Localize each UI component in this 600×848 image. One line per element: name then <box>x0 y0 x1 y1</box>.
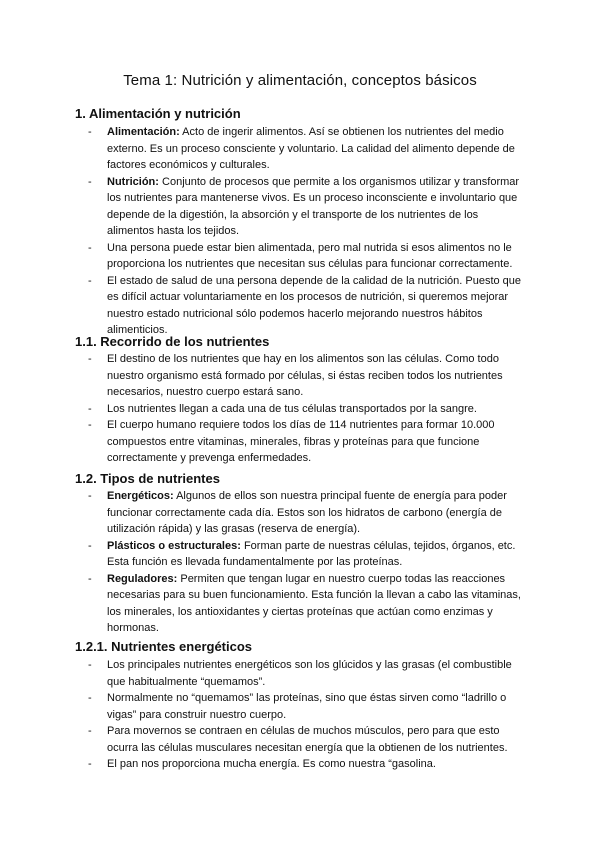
list-item <box>88 657 528 690</box>
list-item-text: Los principales nutrientes energéticos son los glúcidos y las grasas (el combustible que habitualmente “quemamos”. <box>107 659 512 688</box>
list-item-term: Energéticos: <box>107 490 174 502</box>
list-item <box>88 690 528 723</box>
list-item-term: Reguladores: <box>107 572 178 585</box>
list-item <box>88 124 528 174</box>
list-item <box>88 401 528 418</box>
list-item-text: Permiten que tengan lugar en nuestro cuerpo todas las reacciones necesarias para su buen funcionamiento. Esta función la llevan a cabo las vitaminas, los minerales, los antioxidantes y ciertas proteínas que actúan como enzimas y hormonas. <box>107 572 521 634</box>
bullet-list <box>88 124 528 339</box>
bullet-list <box>88 488 528 637</box>
list-item-term: Alimentación: <box>107 126 180 138</box>
section-heading: 1.2.1. Nutrientes energéticos <box>75 639 253 654</box>
list-item-text: El estado de salud de una persona depende de la calidad de la nutrición. Puesto que es difícil actuar voluntariamente en los procesos de nutrición, si queremos mejorar nuestro estado nutricional sólo podemos hacerlo mejorando nuestros hábitos alimenticios. <box>107 274 522 336</box>
list-item <box>88 174 528 240</box>
list-item-term: Plásticos o estructurales: <box>107 539 241 552</box>
section-heading: 1. Alimentación y nutrición <box>75 106 241 121</box>
list-item-text: Los nutrientes llegan a cada una de tus células transportados por la sangre. <box>107 402 477 415</box>
list-item <box>88 273 528 339</box>
list-item <box>88 488 528 538</box>
list-item <box>88 240 528 273</box>
list-item <box>88 756 528 773</box>
list-item-text: El destino de los nutrientes que hay en los alimentos son las células. Como todo nuestro organismo está formado por células, si éstas reciben todos los nutrientes necesarios, nuestro cuerpo estará sano. <box>107 353 503 398</box>
page-title: Tema 1: Nutrición y alimentación, conceptos básicos <box>123 72 477 89</box>
section-heading: 1.1. Recorrido de los nutrientes <box>75 334 270 349</box>
list-item-text: Forman parte de nuestras células, tejidos, órganos, etc. Esta función es llevada fundamentalmente por las proteínas. <box>107 539 516 568</box>
list-item <box>88 538 528 571</box>
list-item-text: El cuerpo humano requiere todos los días de 114 nutrientes para formar 10.000 compuestos entre vitaminas, minerales, fibras y proteínas para que funcione correctamente y prevenga enfermedades. <box>107 419 495 464</box>
bullet-list <box>88 351 528 467</box>
list-item-text: Una persona puede estar bien alimentada, pero mal nutrida si esos alimentos no le proporciona los nutrientes que necesitan sus células para funcionar correctamente. <box>107 241 513 270</box>
list-item-text: Algunos de ellos son nuestra principal fuente de energía para poder funcionar correctamente cada día. Estos son los hidratos de carbono (energía de utilización rápida) y las grasas (reserva de energía). <box>107 490 507 535</box>
list-item-text: Acto de ingerir alimentos. Así se obtienen los nutrientes del medio externo. Es un proceso consciente y voluntario. La calidad del alimento depende de factores económicos y culturales. <box>107 126 515 171</box>
list-item <box>88 351 528 401</box>
list-item <box>88 571 528 637</box>
list-item-term: Nutrición: <box>107 175 159 188</box>
list-item <box>88 417 528 467</box>
list-item-text: El pan nos proporciona mucha energía. Es como nuestra “gasolina. <box>107 758 436 770</box>
list-item <box>88 723 528 756</box>
list-item-text: Conjunto de procesos que permite a los organismos utilizar y transformar los nutrientes para mantenerse vivos. Es un proceso inconsciente e involuntario que depende de la digestión, la absorción y el transporte de los nutrientes de los alimentos hasta los tejidos. <box>107 175 520 237</box>
section-heading: 1.2. Tipos de nutrientes <box>75 471 220 486</box>
list-item-text: Normalmente no “quemamos” las proteínas, sino que éstas sirven como “ladrillo o vigas” para construir nuestro cuerpo. <box>107 692 507 721</box>
bullet-list <box>88 657 528 773</box>
list-item-text: Para movernos se contraen en células de muchos músculos, pero para que esto ocurra las células musculares necesitan energía que la obtienen de los nutrientes. <box>107 725 508 754</box>
